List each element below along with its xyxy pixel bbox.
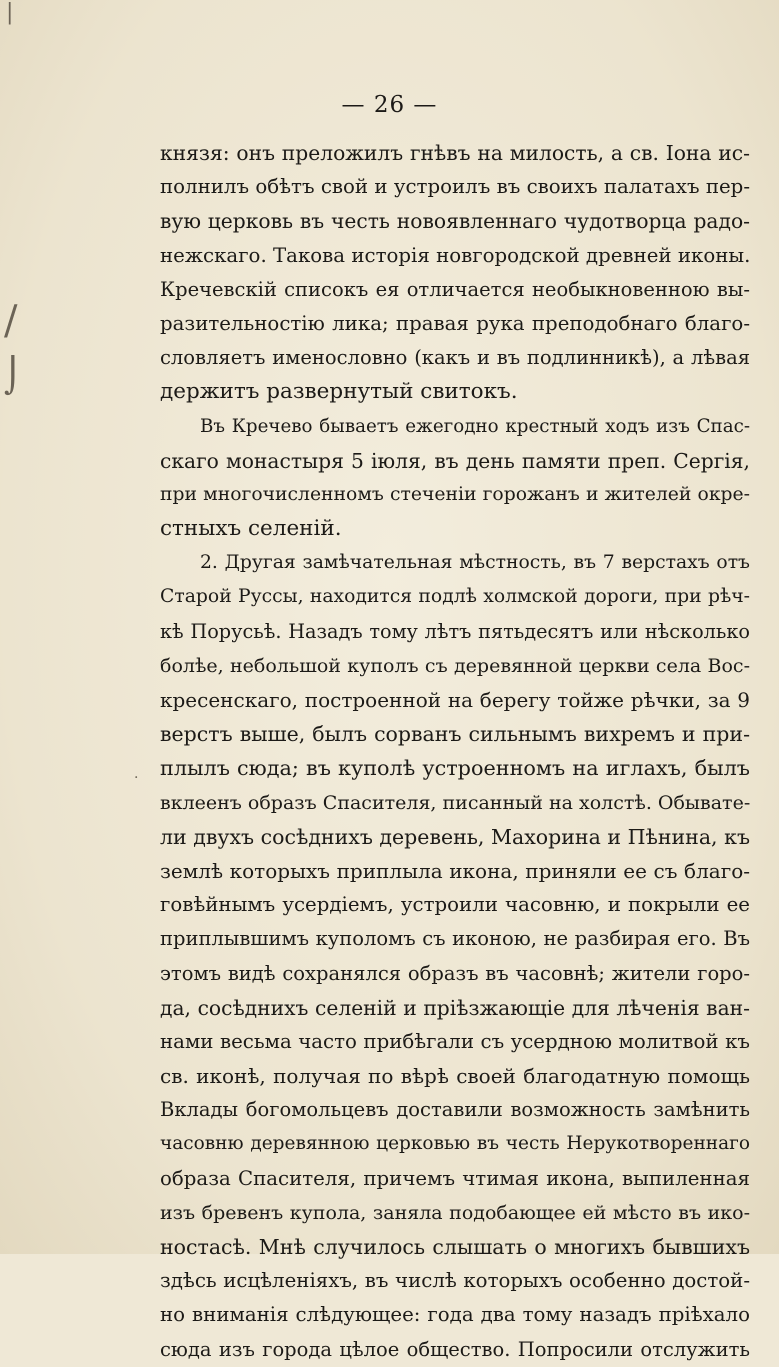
text-line: держитъ развернутый свитокъ.	[160, 379, 518, 405]
text-line: 2. Другая замѣчательная мѣстность, въ 7 верстахъ отъ	[200, 552, 750, 574]
text-line: изъ бревенъ купола, заняла подобающее ей мѣсто въ ико-	[160, 1201, 750, 1224]
text-line: приплывшимъ куполомъ съ иконою, не разбирая его. Въ	[160, 927, 750, 951]
text-line: Старой Руссы, находится подлѣ холмской дороги, при рѣч-	[160, 586, 750, 608]
margin-mark-top: |	[6, 0, 14, 25]
margin-dot: ·	[134, 770, 139, 786]
margin-mark-slash: /	[4, 298, 18, 344]
text-line: Кречевскій списокъ ея отличается необыкновенною вы-	[160, 277, 750, 301]
text-line: сюда изъ города цѣлое общество. Попросили отслужить	[160, 1337, 750, 1361]
text-line: кресенскаго, построенной на берегу тойже рѣчки, за 9	[160, 688, 750, 712]
text-line: Вклады богомольцевъ доставили возможность замѣнить	[160, 1098, 750, 1122]
text-line: вклеенъ образъ Спасителя, писанный на холстѣ. Обывате-	[160, 791, 751, 814]
text-line: нежскаго. Такова исторія новгородской древней иконы.	[160, 243, 751, 267]
page-number: — 26 —	[341, 92, 438, 118]
body-text	[160, 136, 750, 1367]
text-line: св. иконѣ, получая по вѣрѣ своей благодатную помощь	[160, 1064, 750, 1089]
text-line: при многочисленномъ стеченіи горожанъ и жителей окре-	[160, 483, 750, 505]
text-line: нами весьма часто прибѣгали съ усердною молитвой къ	[160, 1029, 750, 1053]
text-line: здѣсь исцѣленіяхъ, въ числѣ которыхъ особенно достой-	[160, 1269, 750, 1293]
text-line: часовню деревянною церковью въ честь Нерукотвореннаго	[160, 1133, 750, 1155]
text-line: князя: онъ преложилъ гнѣвъ на милость, а св. Іона ис-	[160, 141, 750, 165]
text-line: ли двухъ сосѣднихъ деревень, Махорина и Пѣнина, къ	[160, 824, 750, 849]
text-line: скаго монастыря 5 іюля, въ день памяти преп. Сергія,	[160, 448, 750, 473]
text-line: Въ Кречево бываетъ ежегодно крестный ходъ изъ Спас-	[200, 415, 750, 437]
text-line: словляетъ именословно (какъ и въ подлинникѣ), а лѣвая	[160, 346, 750, 370]
text-line: вую церковь въ честь новоявленнаго чудотворца радо-	[160, 209, 750, 234]
text-line: ностасѣ. Мнѣ случилось слышать о многихъ бывшихъ	[160, 1235, 750, 1259]
text-line: стныхъ селеній.	[160, 516, 342, 542]
text-line: землѣ которыхъ приплыла икона, приняли ее съ благо-	[160, 858, 750, 883]
text-line: кѣ Порусьѣ. Назадъ тому лѣтъ пятьдесятъ или нѣсколько	[160, 619, 750, 643]
text-line: говѣйнымъ усердіемъ, устроили часовню, и покрыли ее	[160, 893, 750, 917]
text-line: болѣе, небольшой куполъ съ деревянной церкви села Вос-	[160, 654, 750, 677]
text-line: разительностію лика; правая рука преподобнаго благо-	[160, 311, 750, 335]
text-line: плылъ сюда; въ куполѣ устроенномъ на иглахъ, былъ	[160, 756, 750, 781]
text-line: верстъ выше, былъ сорванъ сильнымъ вихремъ и при-	[160, 722, 750, 747]
text-line: этомъ видѣ сохранялся образъ въ часовнѣ; жители горо-	[160, 961, 750, 985]
text-line: да, сосѣднихъ селеній и пріѣзжающіе для лѣченія ван-	[160, 995, 750, 1020]
text-line: но вниманія слѣдующее: года два тому назадъ пріѣхало	[160, 1303, 750, 1327]
margin-mark-bracket: ⌡	[4, 356, 22, 396]
text-line: образа Спасителя, причемъ чтимая икона, выпиленная	[160, 1166, 750, 1190]
text-line: полнилъ обѣтъ свой и устроилъ въ своихъ палатахъ пер-	[160, 175, 750, 199]
